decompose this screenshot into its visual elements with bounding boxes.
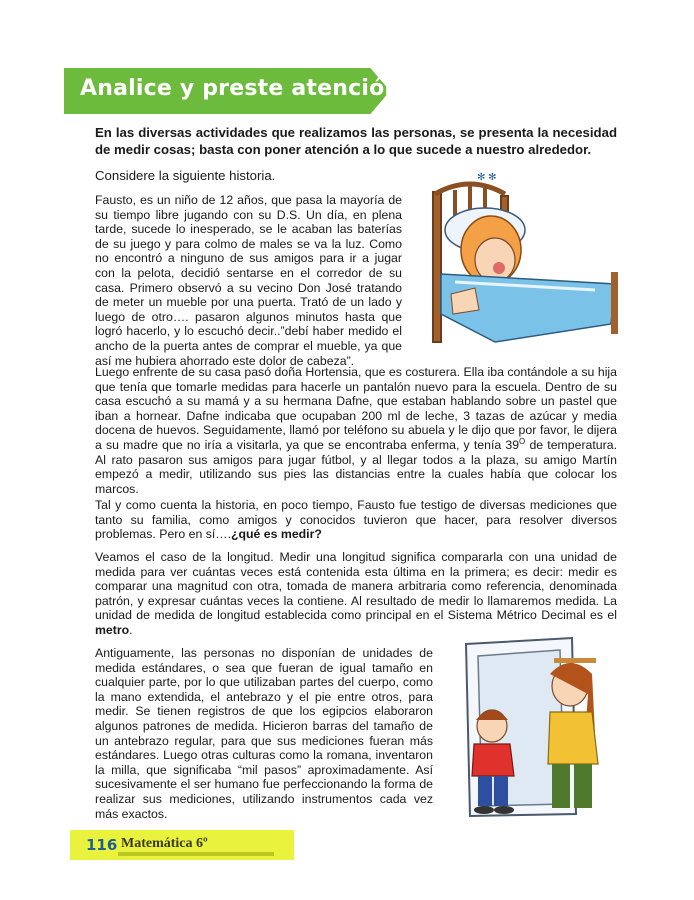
what-is-measuring-question: ¿qué es medir? [231, 527, 322, 542]
story-paragraph-4-text [95, 550, 617, 638]
story-paragraph-3-part-a: Tal y como cuenta la historia, en poco tiempo, Fausto fue testigo de diversas mediciones que tanto su familia, como amigos y conocidos tuvieron que hacer, para resolver diversos problemas. Pero en sí…. [95, 498, 617, 542]
section-title: Analice y preste atención [80, 76, 401, 101]
story-paragraph-1-text: Fausto, es un niño de 12 años, que pasa la mayoría de su tiempo libre jugando con su D.S. Un día, en plena tarde, sucede lo inesperado, se le acaban las baterías de su juego y para colmo de males se va la luz. Como no encontró a ninguno de sus amigos para ir a jugar con la pelota, decidió sentarse en el corredor de su casa. Primero observó a su vecino Don José tratando de meter un mueble por una puerta. Trató de un lado y luego de otro…. pasaron algunos minutos hasta que logró hacerlo, y lo escuchó decir..”debí haber medido el ancho de la puerta antes de comprar el mueble, ya que así me hubiera ahorrado este dolor de cabeza”. [95, 193, 402, 368]
story-paragraph-4-part-a: Veamos el caso de la longitud. Medir una longitud significa compararla con una unidad de medida para ver cuántas veces está contenida esta última en la primera; es decir: medir es comparar una magnitud con otra, tomada de manera arbitraria como referencia, denominada patrón, y expresar cuántas veces la contiene. Al resultado de medir lo llamaremos medida. La unidad de medida de longitud establecida como principal en el Sistema Métrico Decimal es el [95, 550, 617, 623]
story-paragraph-2-part-b: de temperatura. Al rato pasaron sus amigos para jugar fútbol, y al llegar todos a la plaza, su amigo Martín empezó a medir, utilizando sus pies las distancias entre la cuales había que colocar los marcos. [95, 437, 617, 496]
sick-boy-illustration [415, 164, 625, 354]
story-paragraph-3-text [95, 498, 617, 542]
metro-keyword: metro [95, 622, 130, 637]
story-paragraph-2-text [95, 365, 617, 496]
page-number: 116 [86, 836, 118, 854]
story-paragraph-2 [95, 365, 617, 496]
story-paragraph-4 [95, 550, 617, 638]
story-paragraph-5 [95, 646, 433, 821]
footer-strip [118, 852, 274, 856]
degree-superscript: O [519, 436, 526, 446]
story-paragraph-1 [95, 193, 402, 368]
svg-text:✻ ✻: ✻ ✻ [477, 172, 497, 183]
consider-text: Considere la siguiente historia. [95, 168, 276, 183]
story-paragraph-2-part-a: Luego enfrente de su casa pasó doña Hortensia, que es costurera. Ella iba contándole a su hija que tenía que tomarle medidas para hacerle un pantalón nuevo para la escuela. Dentro de su casa escuchó a su mamá y a su hermana Dafne, que estaban hablando sobre un pastel que iban a hornear. Dafne indicaba que ocupaban 200 ml de leche, 3 tazas de azúcar y media docena de huevos. Seguidamente, llamó por teléfono su abuela y le dijo que por favor, le dijera a su madre que no iría a visitarla, ya que se encontraba enferma, y tenía 39 [95, 365, 617, 452]
story-paragraph-3 [95, 498, 617, 542]
story-paragraph-5-text: Antiguamente, las personas no disponían de unidades de medida estándares, o sea que fueran de igual tamaño en cualquier parte, por lo que utilizaban partes del cuerpo, como la mano extendida, el antebrazo y el pie entre otros, para medir. Se tienen registros de que los egipcios elaboraron algunos patrones de medida. Hicieron barras del tamaño de un antebrazo regular, para que sus mediciones fueran más estándares. Luego otras culturas como la romana, inventaron la milla, que significaba “mil pasos” aproximadamente. Así sucesivamente el ser humano fue perfeccionando la forma de realizar sus mediciones, utilizando instrumentos cada vez más exactos. [95, 646, 433, 821]
story-paragraph-4-end: . [129, 622, 133, 637]
intro-text: En las diversas actividades que realizamos las personas, se presenta la necesidad de medir cosas; basta con poner atención a lo que sucede a nuestro alrededor. [95, 125, 617, 157]
kids-measuring-illustration [452, 634, 618, 820]
book-title: Matemática 6º [121, 836, 208, 851]
